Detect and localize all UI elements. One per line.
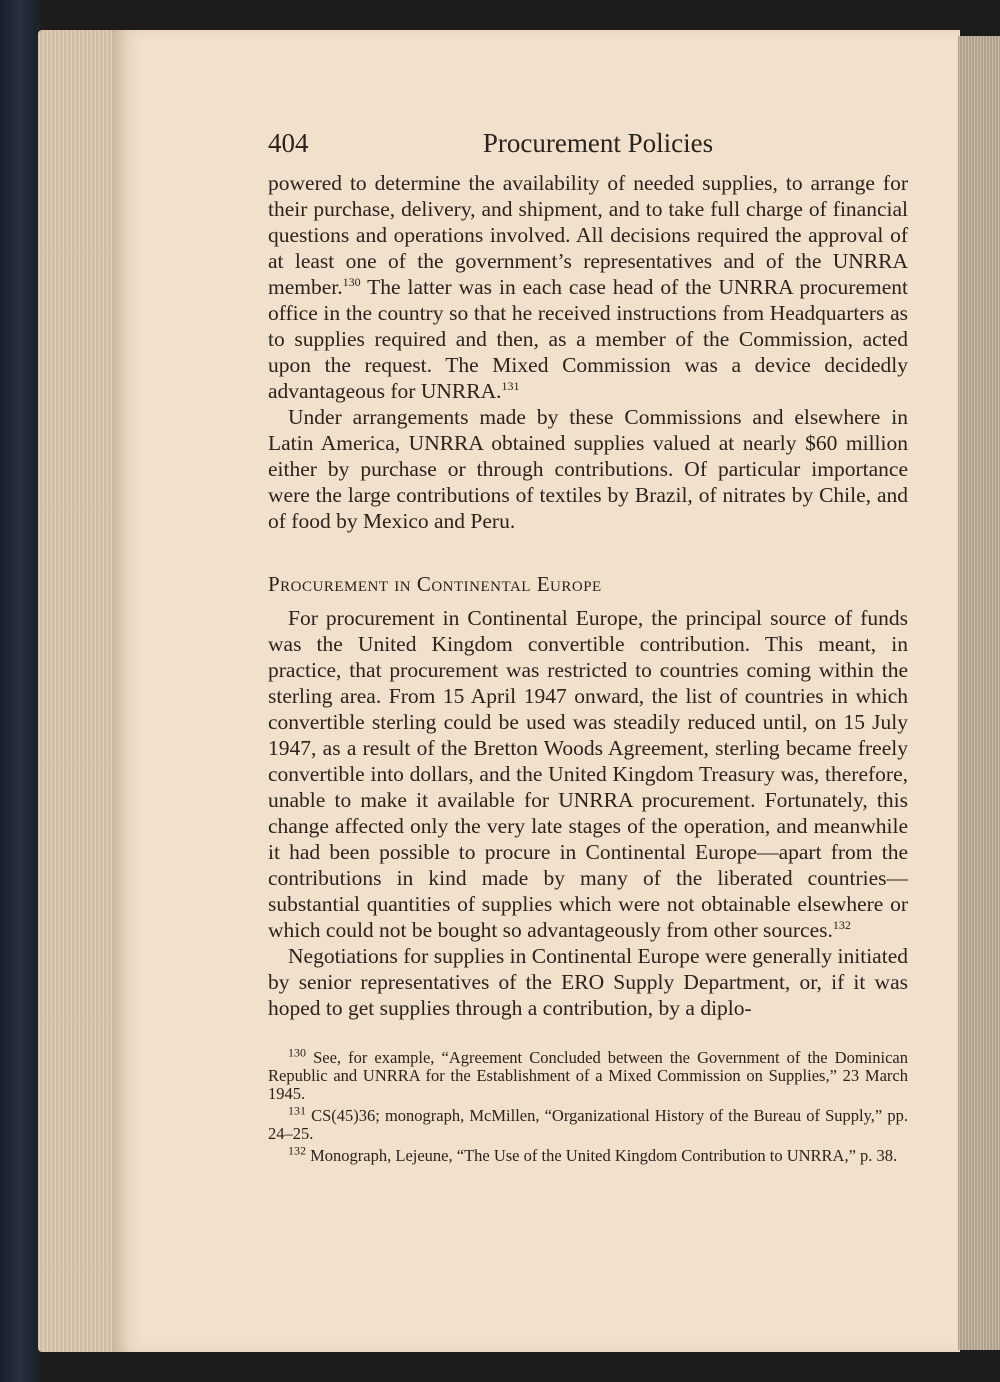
footnote-ref: 130 [342, 274, 361, 289]
book-binding [0, 0, 40, 1382]
page-number: 404 [268, 128, 309, 158]
paragraph: For procurement in Continental Europe, the principal source of funds was the United Kingdom convertible contribution. This meant, in practice, that procurement was restricted to countries coming within the sterling area. From 15 April 1947 onward, the list of countries in which convertible sterling could be used was steadily reduced until, on 15 July 1947, as a result of the Bretton Woods Agreement, sterling became freely convertible into dollars, and the United Kingdom Treasury was, therefore, unable to make it available for UNRRA procurement. Fortunately, this change affected only the very late stages of the operation, and meanwhile it had been possible to procure in Continental Europe—apart from the contributions in kind made by many of the liberated countries—substantial quantities of supplies which were not obtainable elsewhere or which could not be bought so advantageously from other sources.$^{132}$ [268, 606, 908, 942]
footnote-ref: 132 [832, 917, 851, 932]
paragraph: Negotiations for supplies in Continental Europe were generally initiated by senior representatives of the ERO Supply Department, or, if it was hoped to get supplies through a contribution, by a diplo- [268, 944, 908, 1020]
footnote: $^{132}$ Monograph, Lejeune, “The Use of the United Kingdom Contribution to UNRRA,” p. 38. [288, 1143, 898, 1165]
footnote: $^{130}$ See, for example, “Agreement Concluded between the Government of the Dominican Republic and UNRRA for the Establishment of a Mixed Commission on Supplies,” 23 March 1945. [268, 1045, 908, 1103]
right-page-edges [958, 36, 1000, 1350]
running-head [268, 128, 908, 162]
footnote-ref: 131 [501, 378, 520, 393]
paragraph: powered to determine the availability of needed supplies, to arrange for their purchase, delivery, and shipment, and to take full charge of financial questions and operations involved. All decisions required the approval of at least one of the government’s representatives and of the UNRRA member.$^{130}$ The latter was in each case head of the UNRRA procurement office in the country so that he received instructions from Headquarters as to supplies required and then, as a member of the Commission, acted upon the request. The Mixed Commission was a device decidedly advantageous for UNRRA.$^{131}$ [268, 171, 908, 403]
page-edges [38, 30, 118, 1352]
running-title: Procurement Policies [482, 128, 714, 158]
section-heading: Procurement in Continental Europe [268, 572, 602, 596]
text-block [268, 128, 908, 1169]
footnotes [268, 1045, 908, 1165]
paragraph: Under arrangements made by these Commissions and elsewhere in Latin America, UNRRA obtained supplies valued at nearly $60 million either by purchase or through contributions. Of particular importance were the large contributions of textiles by Brazil, of nitrates by Chile, and of food by Mexico and Peru. [268, 405, 908, 533]
footnote: $^{131}$ CS(45)36; monograph, McMillen, “Organizational History of the Bureau of Supply,” pp. 24–25. [268, 1103, 908, 1143]
